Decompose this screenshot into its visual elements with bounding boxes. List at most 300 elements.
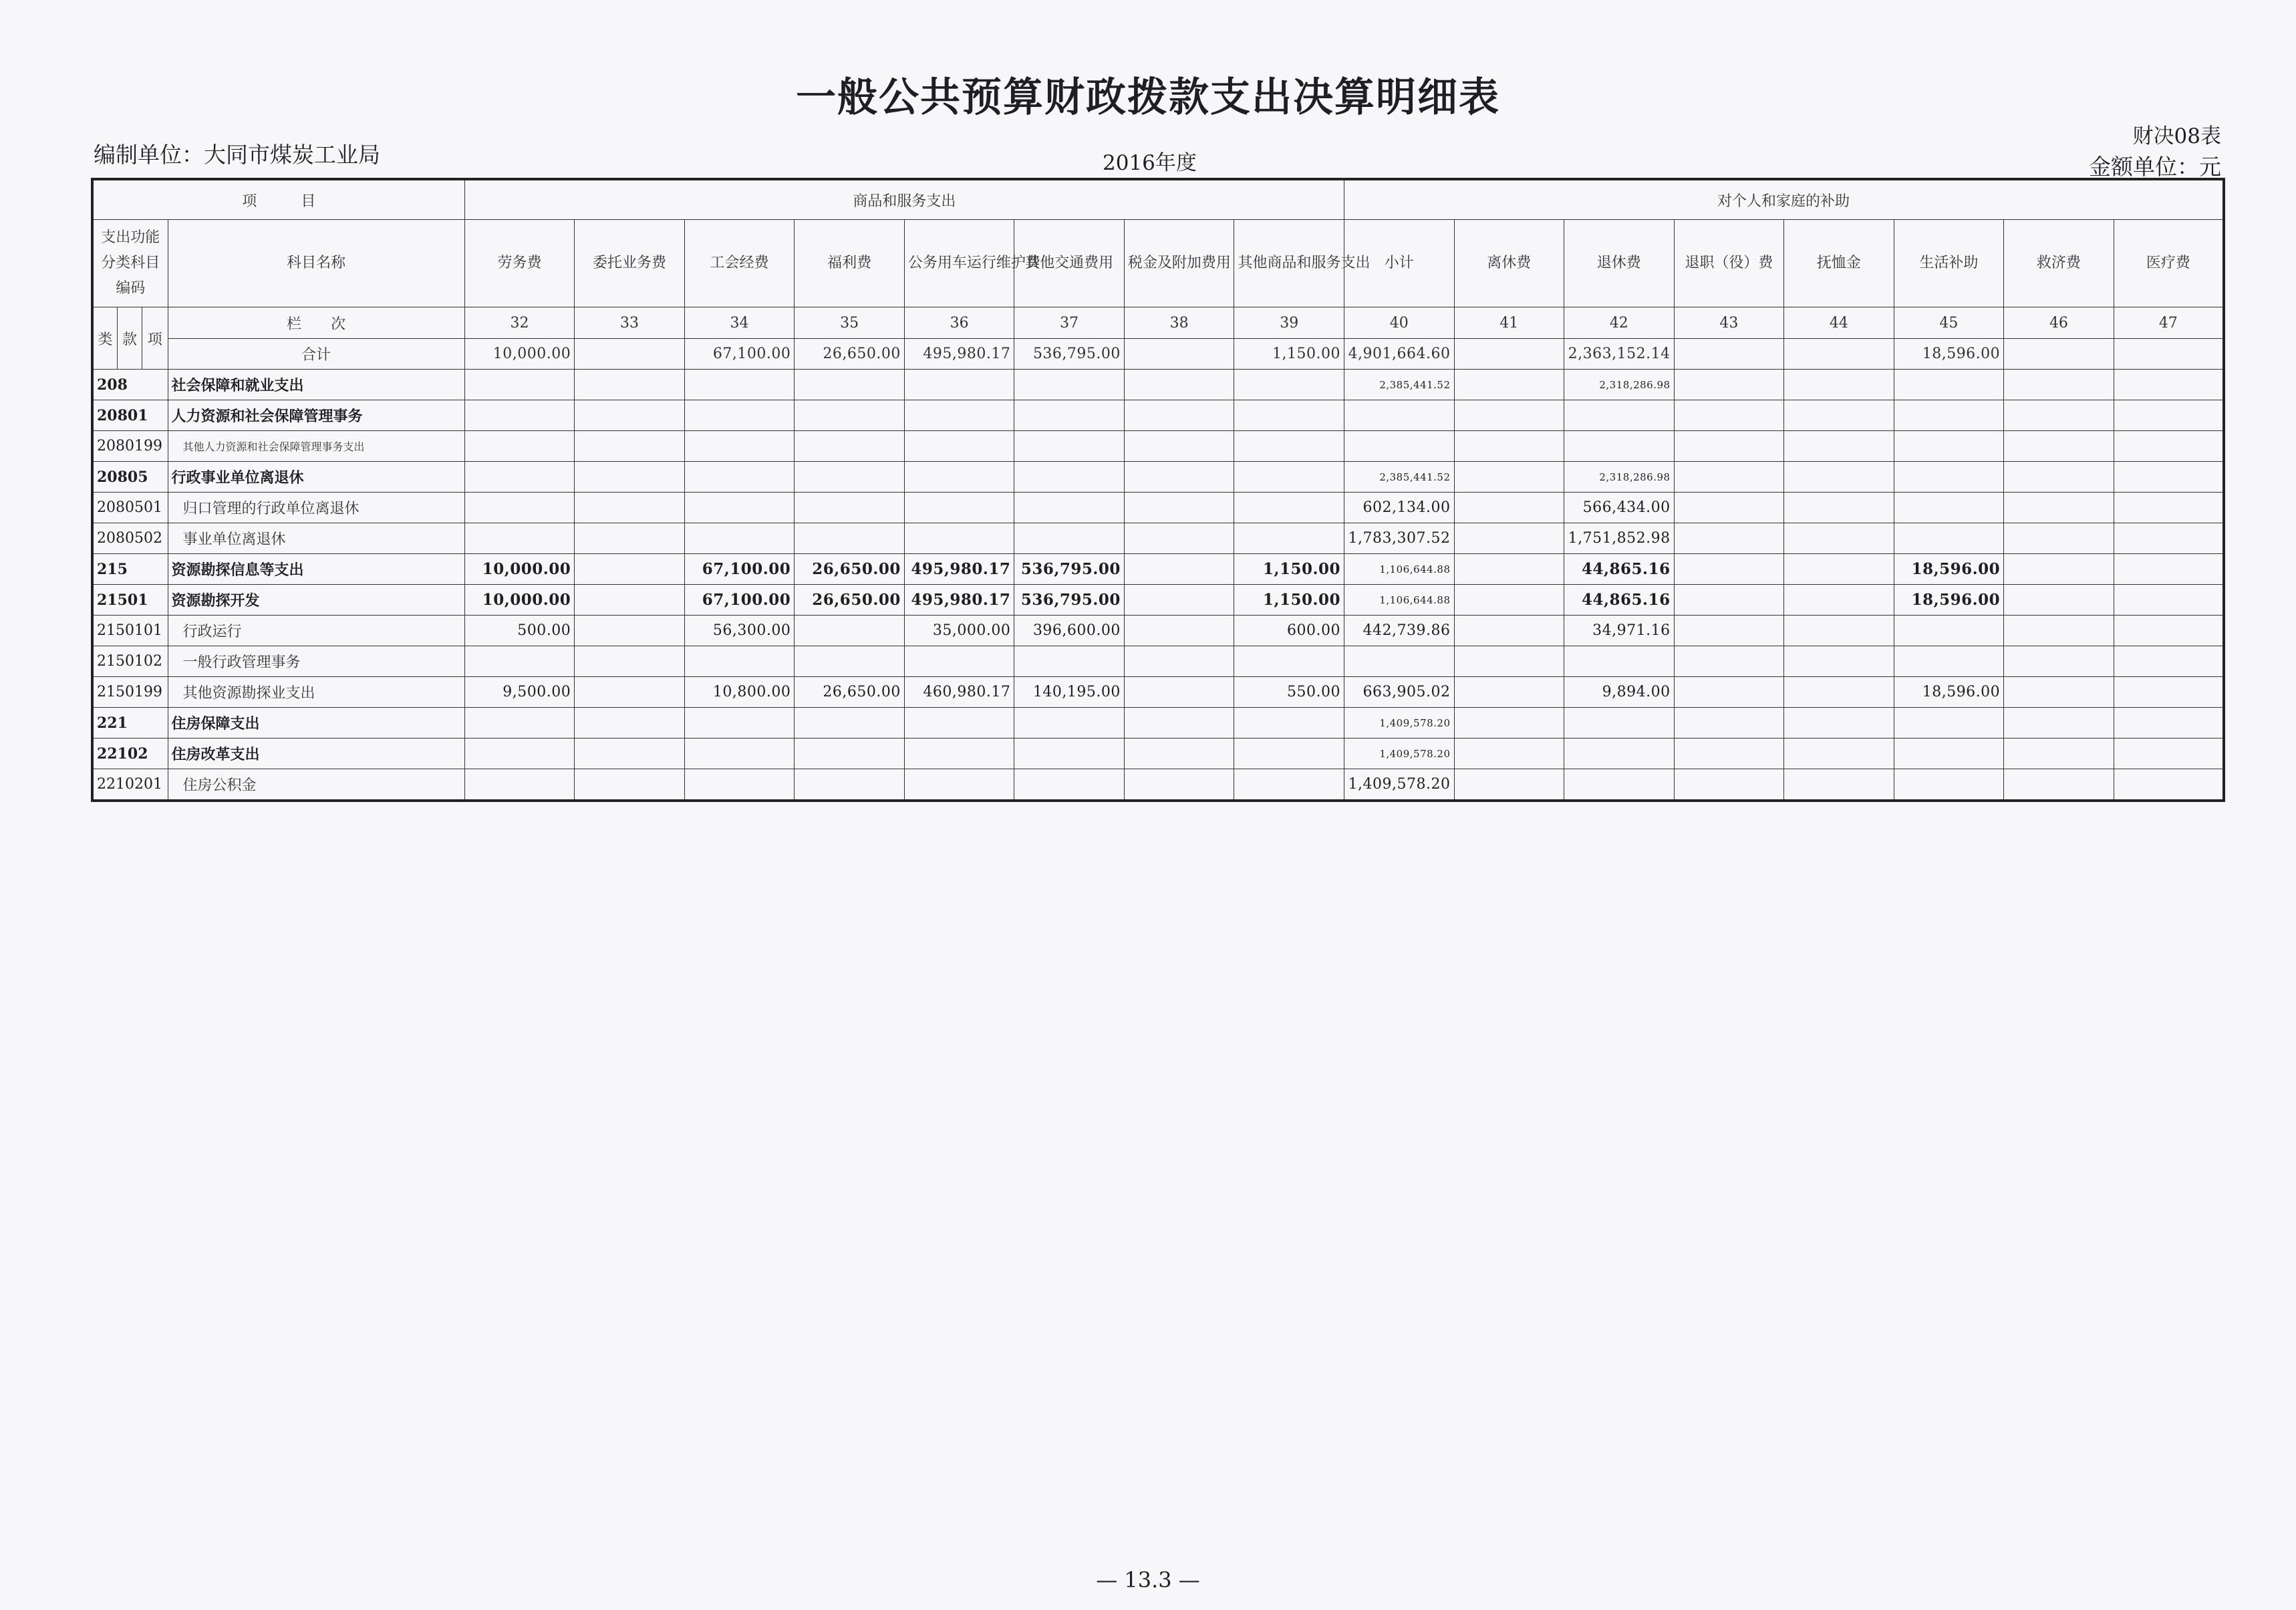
cell-col-33 [575, 370, 685, 400]
cell-col-38 [1124, 554, 1234, 585]
total-label: 合计 [168, 339, 464, 370]
cell-col-37 [1014, 739, 1125, 769]
cell-col-36 [904, 646, 1014, 677]
cell-col-37: 140,195.00 [1014, 677, 1125, 708]
cell-col-45 [1894, 493, 2004, 523]
cell-col-38 [1124, 708, 1234, 739]
subject-name: 行政事业单位离退休 [168, 462, 464, 493]
table-row [92, 370, 2224, 400]
cell-col-36: 495,980.17 [904, 339, 1014, 370]
cell-col-46 [2004, 739, 2114, 769]
cell-col-34: 56,300.00 [684, 616, 795, 646]
cell-col-33 [575, 677, 685, 708]
subject-name: 社会保障和就业支出 [168, 370, 464, 400]
cell-col-44 [1784, 677, 1894, 708]
cell-col-40: 602,134.00 [1344, 493, 1454, 523]
cell-col-34 [684, 462, 795, 493]
cell-col-41 [1454, 554, 1564, 585]
column-header-36: 公务用车运行维护费 [904, 220, 1014, 307]
header-kuan: 款 [117, 307, 142, 370]
header-code-label: 支出功能分类科目编码 [92, 220, 168, 307]
cell-col-34 [684, 493, 795, 523]
header-group-goods-services: 商品和服务支出 [464, 179, 1344, 220]
cell-col-40 [1344, 431, 1454, 462]
cell-col-33 [575, 462, 685, 493]
column-header-46: 救济费 [2004, 220, 2114, 307]
cell-col-47 [2114, 462, 2224, 493]
cell-col-33 [575, 339, 685, 370]
cell-col-45 [1894, 462, 2004, 493]
cell-col-39 [1234, 646, 1344, 677]
cell-col-33 [575, 646, 685, 677]
cell-col-38 [1124, 739, 1234, 769]
cell-col-35: 26,650.00 [795, 339, 905, 370]
cell-col-43 [1674, 462, 1784, 493]
cell-col-32 [464, 462, 575, 493]
cell-col-45 [1894, 739, 2004, 769]
column-number-37: 37 [1014, 307, 1125, 339]
cell-col-45 [1894, 646, 2004, 677]
cell-col-33 [575, 739, 685, 769]
column-header-39: 其他商品和服务支出 [1234, 220, 1344, 307]
cell-col-39 [1234, 431, 1344, 462]
cell-col-39: 1,150.00 [1234, 585, 1344, 616]
subject-name: 行政运行 [168, 616, 464, 646]
cell-col-36 [904, 739, 1014, 769]
cell-col-39: 600.00 [1234, 616, 1344, 646]
cell-col-43 [1674, 523, 1784, 554]
cell-col-47 [2114, 646, 2224, 677]
cell-col-35 [795, 431, 905, 462]
expenditure-detail-table [91, 178, 2225, 802]
cell-col-43 [1674, 339, 1784, 370]
table-row [92, 677, 2224, 708]
cell-col-39: 1,150.00 [1234, 554, 1344, 585]
cell-col-41 [1454, 739, 1564, 769]
cell-col-36 [904, 431, 1014, 462]
cell-col-35: 26,650.00 [795, 677, 905, 708]
header-name-label: 科目名称 [168, 220, 464, 307]
cell-col-42: 566,434.00 [1564, 493, 1675, 523]
cell-col-46 [2004, 677, 2114, 708]
cell-col-45: 18,596.00 [1894, 677, 2004, 708]
cell-col-40: 2,385,441.52 [1344, 462, 1454, 493]
cell-col-41 [1454, 708, 1564, 739]
subject-code: 2150101 [92, 616, 168, 646]
cell-col-43 [1674, 431, 1784, 462]
cell-col-47 [2114, 339, 2224, 370]
cell-col-42: 2,363,152.14 [1564, 339, 1675, 370]
cell-col-40: 1,409,578.20 [1344, 708, 1454, 739]
cell-col-47 [2114, 554, 2224, 585]
cell-col-37 [1014, 400, 1125, 431]
cell-col-38 [1124, 462, 1234, 493]
column-number-39: 39 [1234, 307, 1344, 339]
page-number: — 13.3 — [1096, 1567, 1200, 1593]
cell-col-44 [1784, 370, 1894, 400]
column-number-46: 46 [2004, 307, 2114, 339]
cell-col-42: 9,894.00 [1564, 677, 1675, 708]
column-header-41: 离休费 [1454, 220, 1564, 307]
cell-col-32: 9,500.00 [464, 677, 575, 708]
column-number-44: 44 [1784, 307, 1894, 339]
cell-col-47 [2114, 616, 2224, 646]
cell-col-45 [1894, 370, 2004, 400]
subject-name: 其他资源勘探业支出 [168, 677, 464, 708]
subject-code: 2080502 [92, 523, 168, 554]
cell-col-37 [1014, 493, 1125, 523]
cell-col-38 [1124, 616, 1234, 646]
cell-col-38 [1124, 493, 1234, 523]
cell-col-37: 396,600.00 [1014, 616, 1125, 646]
header-group-subsidies: 对个人和家庭的补助 [1344, 179, 2224, 220]
form-number: 财决08表 [2132, 124, 2221, 148]
header-xiang: 项 [142, 307, 168, 370]
subject-name: 一般行政管理事务 [168, 646, 464, 677]
subject-code: 208 [92, 370, 168, 400]
cell-col-38 [1124, 339, 1234, 370]
cell-col-40 [1344, 646, 1454, 677]
cell-col-45 [1894, 769, 2004, 801]
cell-col-42: 2,318,286.98 [1564, 370, 1675, 400]
table-row [92, 339, 2224, 370]
cell-col-41 [1454, 493, 1564, 523]
cell-col-40: 663,905.02 [1344, 677, 1454, 708]
cell-col-46 [2004, 431, 2114, 462]
subject-name: 资源勘探信息等支出 [168, 554, 464, 585]
cell-col-43 [1674, 585, 1784, 616]
cell-col-45 [1894, 523, 2004, 554]
cell-col-43 [1674, 769, 1784, 801]
cell-col-37 [1014, 769, 1125, 801]
cell-col-47 [2114, 769, 2224, 801]
cell-col-47 [2114, 739, 2224, 769]
subject-code: 22102 [92, 739, 168, 769]
subject-code: 221 [92, 708, 168, 739]
cell-col-40: 1,409,578.20 [1344, 739, 1454, 769]
subject-code: 215 [92, 554, 168, 585]
cell-col-33 [575, 431, 685, 462]
cell-col-37 [1014, 708, 1125, 739]
cell-col-36 [904, 493, 1014, 523]
cell-col-41 [1454, 400, 1564, 431]
cell-col-46 [2004, 616, 2114, 646]
cell-col-39 [1234, 523, 1344, 554]
cell-col-46 [2004, 523, 2114, 554]
cell-col-43 [1674, 646, 1784, 677]
cell-col-47 [2114, 431, 2224, 462]
cell-col-33 [575, 400, 685, 431]
cell-col-38 [1124, 769, 1234, 801]
cell-col-33 [575, 769, 685, 801]
column-header-33: 委托业务费 [575, 220, 685, 307]
cell-col-34 [684, 370, 795, 400]
cell-col-42 [1564, 646, 1675, 677]
cell-col-40: 2,385,441.52 [1344, 370, 1454, 400]
cell-col-41 [1454, 370, 1564, 400]
cell-col-32: 10,000.00 [464, 585, 575, 616]
cell-col-47 [2114, 493, 2224, 523]
cell-col-37 [1014, 431, 1125, 462]
cell-col-38 [1124, 400, 1234, 431]
subject-name: 住房改革支出 [168, 739, 464, 769]
cell-col-39 [1234, 769, 1344, 801]
cell-col-46 [2004, 708, 2114, 739]
cell-col-41 [1454, 431, 1564, 462]
cell-col-40: 1,106,644.88 [1344, 585, 1454, 616]
cell-col-39 [1234, 739, 1344, 769]
cell-col-40: 1,409,578.20 [1344, 769, 1454, 801]
cell-col-37: 536,795.00 [1014, 554, 1125, 585]
cell-col-47 [2114, 585, 2224, 616]
subject-name: 其他人力资源和社会保障管理事务支出 [168, 431, 464, 462]
cell-col-33 [575, 708, 685, 739]
subject-name: 事业单位离退休 [168, 523, 464, 554]
table-row [92, 431, 2224, 462]
cell-col-41 [1454, 646, 1564, 677]
cell-col-44 [1784, 708, 1894, 739]
cell-col-32 [464, 493, 575, 523]
document-title: 一般公共预算财政拨款支出决算明细表 [796, 74, 1500, 121]
cell-col-35: 26,650.00 [795, 554, 905, 585]
column-header-34: 工会经费 [684, 220, 795, 307]
table-row [92, 739, 2224, 769]
cell-col-45 [1894, 708, 2004, 739]
cell-col-33 [575, 554, 685, 585]
cell-col-42 [1564, 739, 1675, 769]
cell-col-37 [1014, 462, 1125, 493]
column-number-32: 32 [464, 307, 575, 339]
column-number-43: 43 [1674, 307, 1784, 339]
table-row [92, 708, 2224, 739]
cell-col-44 [1784, 462, 1894, 493]
cell-col-46 [2004, 554, 2114, 585]
subject-code: 2150199 [92, 677, 168, 708]
subject-code: 20801 [92, 400, 168, 431]
cell-col-39: 1,150.00 [1234, 339, 1344, 370]
table-row [92, 616, 2224, 646]
cell-col-43 [1674, 677, 1784, 708]
cell-col-45: 18,596.00 [1894, 585, 2004, 616]
table-row [92, 585, 2224, 616]
subject-name: 住房公积金 [168, 769, 464, 801]
column-number-47: 47 [2114, 307, 2224, 339]
cell-col-36 [904, 462, 1014, 493]
column-number-34: 34 [684, 307, 795, 339]
table-row [92, 646, 2224, 677]
cell-col-34: 67,100.00 [684, 554, 795, 585]
cell-col-35 [795, 708, 905, 739]
cell-col-39: 550.00 [1234, 677, 1344, 708]
cell-col-47 [2114, 708, 2224, 739]
cell-col-42: 1,751,852.98 [1564, 523, 1675, 554]
header-lanci: 栏 次 [168, 307, 464, 339]
cell-col-47 [2114, 400, 2224, 431]
compiling-unit: 编制单位：大同市煤炭工业局 [94, 142, 380, 168]
cell-col-43 [1674, 370, 1784, 400]
cell-col-40: 4,901,664.60 [1344, 339, 1454, 370]
cell-col-41 [1454, 339, 1564, 370]
cell-col-36 [904, 370, 1014, 400]
cell-col-41 [1454, 523, 1564, 554]
cell-col-45 [1894, 431, 2004, 462]
column-header-32: 劳务费 [464, 220, 575, 307]
cell-col-32 [464, 400, 575, 431]
cell-col-35 [795, 370, 905, 400]
cell-col-35 [795, 616, 905, 646]
cell-col-40: 1,783,307.52 [1344, 523, 1454, 554]
cell-col-42 [1564, 431, 1675, 462]
cell-col-36 [904, 400, 1014, 431]
cell-col-43 [1674, 616, 1784, 646]
cell-col-40: 1,106,644.88 [1344, 554, 1454, 585]
cell-col-38 [1124, 646, 1234, 677]
column-header-35: 福利费 [795, 220, 905, 307]
cell-col-47 [2114, 370, 2224, 400]
cell-col-40 [1344, 400, 1454, 431]
cell-col-42: 44,865.16 [1564, 554, 1675, 585]
cell-col-40: 442,739.86 [1344, 616, 1454, 646]
cell-col-45 [1894, 400, 2004, 431]
column-header-38: 税金及附加费用 [1124, 220, 1234, 307]
cell-col-33 [575, 493, 685, 523]
table-row [92, 769, 2224, 801]
cell-col-44 [1784, 339, 1894, 370]
cell-col-34 [684, 400, 795, 431]
cell-col-37 [1014, 646, 1125, 677]
cell-col-44 [1784, 646, 1894, 677]
amount-unit: 金额单位：元 [2089, 154, 2221, 180]
cell-col-35 [795, 739, 905, 769]
cell-col-42: 34,971.16 [1564, 616, 1675, 646]
cell-col-37: 536,795.00 [1014, 339, 1125, 370]
cell-col-35 [795, 769, 905, 801]
subject-code: 20805 [92, 462, 168, 493]
cell-col-34: 67,100.00 [684, 339, 795, 370]
cell-col-39 [1234, 493, 1344, 523]
cell-col-43 [1674, 554, 1784, 585]
table-row [92, 462, 2224, 493]
cell-col-45 [1894, 616, 2004, 646]
cell-col-33 [575, 585, 685, 616]
cell-col-44 [1784, 769, 1894, 801]
cell-col-47 [2114, 523, 2224, 554]
subject-code: 2080501 [92, 493, 168, 523]
column-header-37: 其他交通费用 [1014, 220, 1125, 307]
cell-col-41 [1454, 769, 1564, 801]
subject-name: 资源勘探开发 [168, 585, 464, 616]
cell-col-43 [1674, 400, 1784, 431]
cell-col-32 [464, 739, 575, 769]
cell-col-44 [1784, 616, 1894, 646]
cell-col-32 [464, 708, 575, 739]
cell-col-46 [2004, 462, 2114, 493]
cell-col-35 [795, 462, 905, 493]
subject-code: 2080199 [92, 431, 168, 462]
table-row [92, 493, 2224, 523]
cell-col-43 [1674, 739, 1784, 769]
column-header-42: 退休费 [1564, 220, 1675, 307]
table-row [92, 400, 2224, 431]
cell-col-37 [1014, 370, 1125, 400]
cell-col-42: 44,865.16 [1564, 585, 1675, 616]
cell-col-45: 18,596.00 [1894, 554, 2004, 585]
cell-col-46 [2004, 400, 2114, 431]
column-header-47: 医疗费 [2114, 220, 2224, 307]
cell-col-32 [464, 523, 575, 554]
column-number-45: 45 [1894, 307, 2004, 339]
cell-col-34 [684, 431, 795, 462]
cell-col-41 [1454, 677, 1564, 708]
cell-col-32: 10,000.00 [464, 339, 575, 370]
cell-col-44 [1784, 554, 1894, 585]
cell-col-41 [1454, 462, 1564, 493]
header-item: 项 目 [92, 179, 464, 220]
cell-col-33 [575, 523, 685, 554]
subject-code: 21501 [92, 585, 168, 616]
cell-col-46 [2004, 339, 2114, 370]
column-header-40: 小计 [1344, 220, 1454, 307]
cell-col-42 [1564, 708, 1675, 739]
cell-col-37: 536,795.00 [1014, 585, 1125, 616]
cell-col-34: 10,800.00 [684, 677, 795, 708]
subject-code: 2150102 [92, 646, 168, 677]
cell-col-36 [904, 523, 1014, 554]
cell-col-42 [1564, 769, 1675, 801]
column-number-33: 33 [575, 307, 685, 339]
cell-col-46 [2004, 646, 2114, 677]
cell-col-41 [1454, 585, 1564, 616]
table-row [92, 523, 2224, 554]
fiscal-year: 2016年度 [1103, 151, 1197, 175]
cell-col-46 [2004, 493, 2114, 523]
cell-col-37 [1014, 523, 1125, 554]
cell-col-32 [464, 769, 575, 801]
cell-col-39 [1234, 462, 1344, 493]
subject-code: 2210201 [92, 769, 168, 801]
cell-col-39 [1234, 400, 1344, 431]
cell-col-34 [684, 708, 795, 739]
cell-col-44 [1784, 431, 1894, 462]
subject-name: 住房保障支出 [168, 708, 464, 739]
cell-col-36: 495,980.17 [904, 554, 1014, 585]
cell-col-38 [1124, 677, 1234, 708]
cell-col-32 [464, 431, 575, 462]
column-number-38: 38 [1124, 307, 1234, 339]
table-row [92, 554, 2224, 585]
cell-col-36: 495,980.17 [904, 585, 1014, 616]
cell-col-32: 10,000.00 [464, 554, 575, 585]
cell-col-45: 18,596.00 [1894, 339, 2004, 370]
cell-col-43 [1674, 493, 1784, 523]
cell-col-46 [2004, 585, 2114, 616]
cell-col-36 [904, 769, 1014, 801]
cell-col-39 [1234, 708, 1344, 739]
subject-name: 人力资源和社会保障管理事务 [168, 400, 464, 431]
cell-col-35 [795, 493, 905, 523]
cell-col-44 [1784, 523, 1894, 554]
cell-col-44 [1784, 400, 1894, 431]
cell-col-34 [684, 739, 795, 769]
cell-col-47 [2114, 677, 2224, 708]
column-header-43: 退职（役）费 [1674, 220, 1784, 307]
cell-col-38 [1124, 585, 1234, 616]
cell-col-42 [1564, 400, 1675, 431]
column-number-42: 42 [1564, 307, 1675, 339]
header-lei: 类 [92, 307, 117, 370]
cell-col-43 [1674, 708, 1784, 739]
cell-col-32 [464, 370, 575, 400]
